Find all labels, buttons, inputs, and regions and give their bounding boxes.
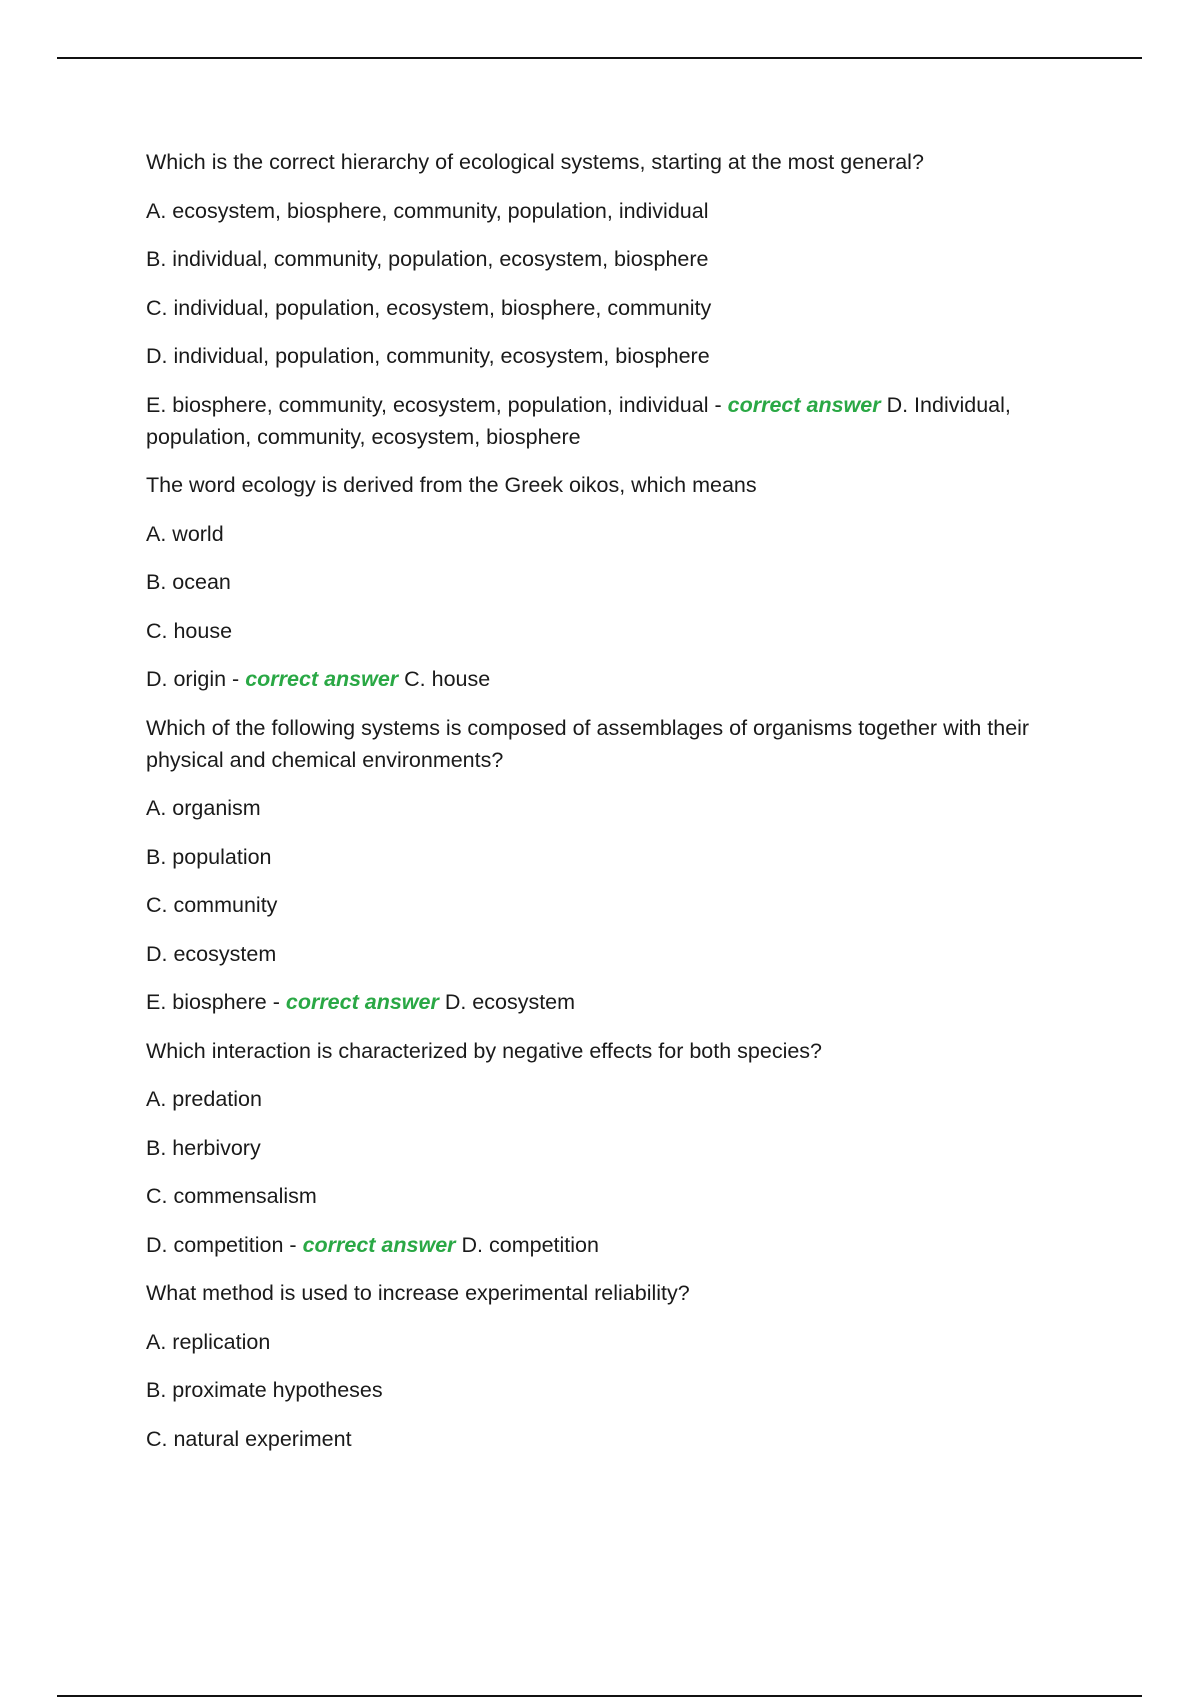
answer-text: C. house	[404, 667, 491, 691]
option: C. commensalism	[146, 1184, 317, 1208]
question-text: Which of the following systems is composed of assemblages of organisms together with their physical and chemical environments?	[146, 715, 1030, 772]
option: B. population	[146, 844, 272, 869]
option: E. biosphere	[146, 990, 267, 1014]
answer-line: E. biosphere, community, ecosystem, population, individual - correct answer D. Individual, population, community, ecosystem, biosphere	[146, 392, 1011, 449]
question-block	[146, 1035, 1076, 1261]
question-text: The word ecology is derived from the Greek oikos, which means	[146, 473, 757, 497]
correct-answer-label: correct answer	[727, 392, 881, 417]
option: C. natural experiment	[146, 1426, 352, 1451]
question-text: What method is used to increase experimental reliability?	[146, 1281, 690, 1305]
option: C. house	[146, 618, 233, 643]
option: D. individual, population, community, ecosystem, biosphere	[146, 344, 710, 368]
answer-line: E. biosphere - correct answer D. ecosystem	[146, 990, 576, 1014]
correct-answer-label: correct answer	[245, 667, 399, 691]
option: B. proximate hypotheses	[146, 1378, 383, 1402]
question-text: Which is the correct hierarchy of ecological systems, starting at the most general?	[146, 150, 924, 174]
answer-line: D. origin - correct answer C. house	[146, 667, 491, 691]
option: A. ecosystem, biosphere, community, population, individual	[146, 198, 709, 223]
answer-text: D. ecosystem	[444, 990, 576, 1014]
question-block	[146, 146, 1076, 453]
question-block	[146, 469, 1076, 695]
option: D. competition	[146, 1232, 284, 1257]
answer-line: D. competition - correct answer D. competition	[146, 1232, 599, 1257]
option: B. herbivory	[146, 1135, 261, 1160]
option: B. individual, community, population, ecosystem, biosphere	[146, 247, 709, 271]
question-block	[146, 1277, 1076, 1455]
option: C. community	[146, 893, 278, 917]
answer-text: D. Individual, population, community, ecosystem, biosphere	[146, 392, 1011, 449]
option: D. ecosystem	[146, 941, 277, 966]
option: A. organism	[146, 796, 261, 820]
correct-answer-label: correct answer	[285, 990, 439, 1014]
option: B. ocean	[146, 570, 231, 594]
option: A. replication	[146, 1329, 271, 1354]
option: E. biosphere, community, ecosystem, population, individual	[146, 392, 709, 417]
question-text: Which interaction is characterized by negative effects for both species?	[146, 1038, 823, 1063]
option: A. world	[146, 521, 224, 546]
question-block	[146, 712, 1076, 1019]
option: A. predation	[146, 1087, 262, 1111]
header-rule	[57, 57, 1142, 59]
option: C. individual, population, ecosystem, biosphere, community	[146, 295, 712, 320]
document-body	[146, 146, 1076, 1471]
correct-answer-label: correct answer	[302, 1232, 456, 1257]
option: D. origin	[146, 667, 227, 691]
answer-text: D. competition	[461, 1232, 599, 1257]
footer-rule	[57, 1695, 1142, 1697]
